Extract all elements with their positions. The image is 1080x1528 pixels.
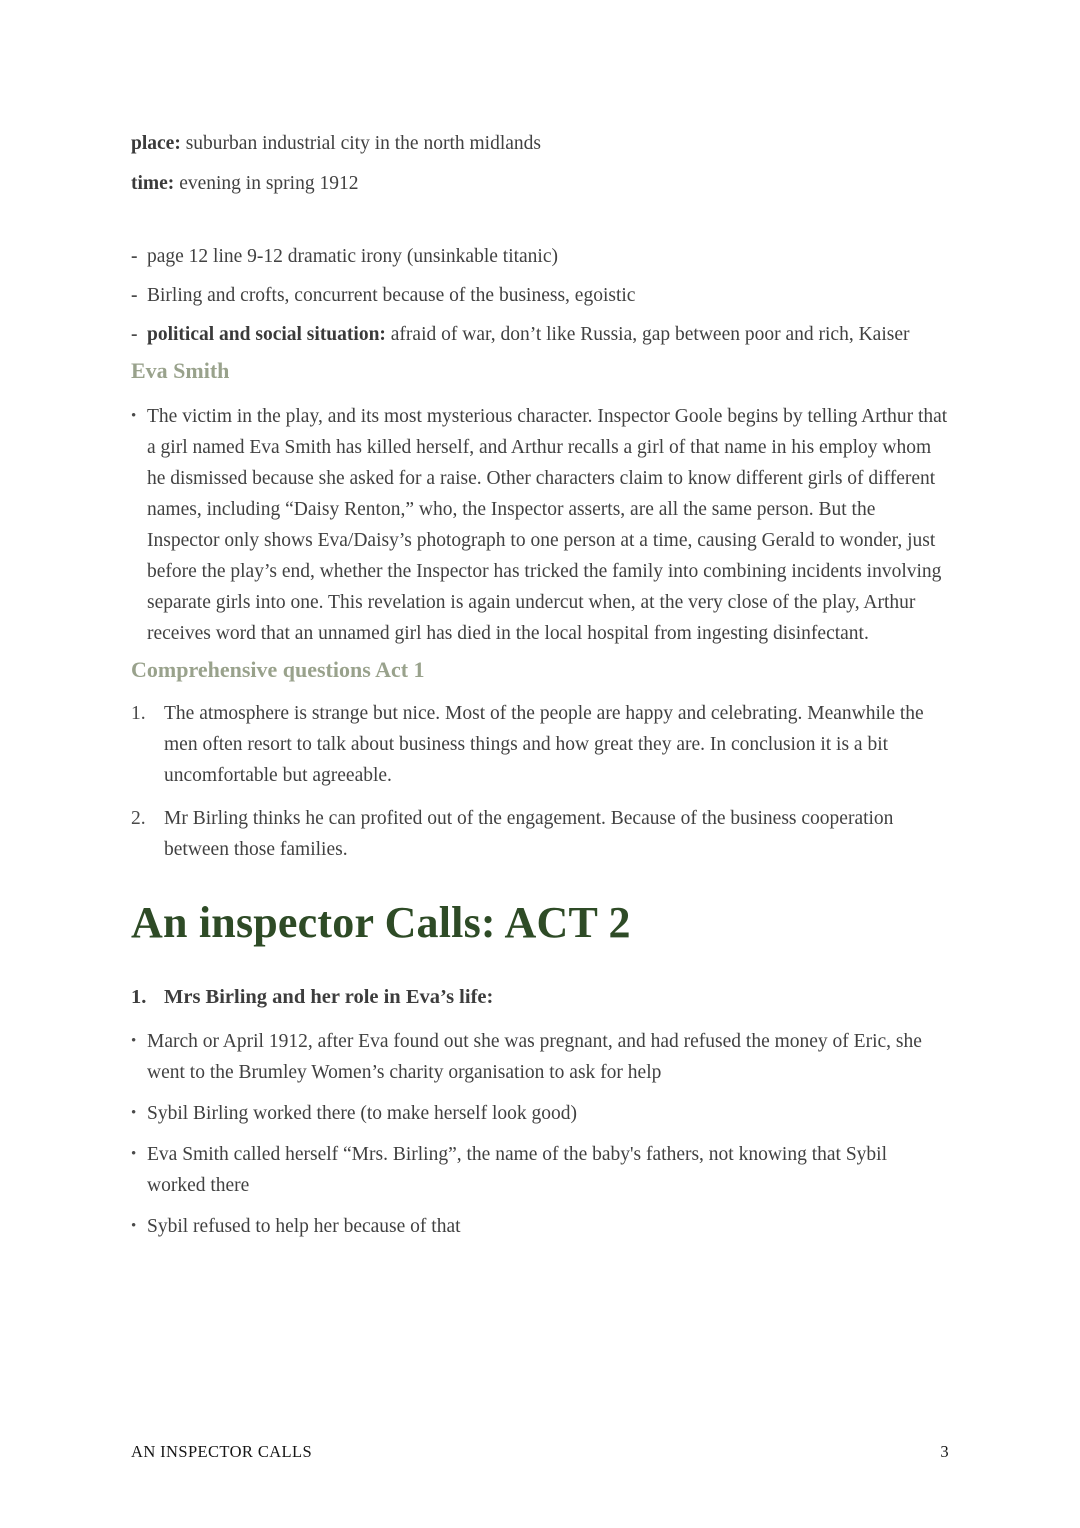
bullet-marker: •	[131, 1105, 137, 1121]
item-number: 1.	[131, 703, 146, 724]
note-rest: afraid of war, don’t like Russia, gap between poor and rich, Kaiser	[390, 324, 910, 345]
bullet-text: Sybil Birling worked there (to make herself look good)	[147, 1103, 577, 1124]
item-number: 2.	[131, 808, 146, 829]
time-label: time:	[131, 173, 175, 194]
footer-page-number: 3	[940, 1442, 949, 1461]
bullet-text: March or April 1912, after Eva found out she was pregnant, and had refused the money of Eric, she went to the Brumley Women’s charity organisation to ask for help	[147, 1031, 922, 1083]
comprehensive-questions-list	[131, 698, 949, 865]
time-value: evening in spring 1912	[179, 173, 359, 194]
note-text	[147, 319, 949, 350]
list-item	[131, 1098, 949, 1129]
list-item	[131, 1026, 949, 1088]
place-value: suburban industrial city in the north midlands	[185, 133, 541, 154]
place-label: place:	[131, 133, 181, 154]
comprehensive-questions-heading: Comprehensive questions Act 1	[131, 657, 425, 682]
bullet-marker: •	[131, 408, 137, 424]
answer-text: Mr Birling thinks he can profited out of the engagement. Because of the business cooperation between those families.	[164, 808, 894, 860]
list-item	[131, 319, 949, 350]
note-bold-label: political and social situation:	[147, 324, 386, 345]
time-line	[131, 168, 949, 199]
answer-text: The atmosphere is strange but nice. Most of the people are happy and celebrating. Meanwhile the men often resort to talk about business things and how great they are. In conclusion it is a bit uncomfortable but agreeable.	[164, 703, 924, 786]
act2-bullet-list	[131, 1026, 949, 1242]
eva-smith-section	[131, 401, 949, 649]
act2-subheading	[131, 984, 949, 1010]
numbered-item	[131, 698, 949, 791]
list-item	[131, 241, 949, 272]
dash-marker: -	[131, 246, 138, 267]
bullet-text: Sybil refused to help her because of that	[147, 1216, 461, 1237]
list-item	[131, 280, 949, 311]
footer-running-title: AN INSPECTOR CALLS	[131, 1442, 313, 1461]
page-footer	[131, 1441, 949, 1462]
bullet-marker: •	[131, 1033, 137, 1049]
list-item	[131, 401, 949, 649]
eva-smith-heading: Eva Smith	[131, 358, 230, 383]
dash-marker: -	[131, 285, 138, 306]
subheading-text: Mrs Birling and her role in Eva’s life:	[164, 986, 494, 1008]
note-text: Birling and crofts, concurrent because of the business, egoistic	[147, 285, 636, 306]
numbered-item	[131, 803, 949, 865]
act2-title: An inspector Calls: ACT 2	[131, 898, 631, 947]
place-line	[131, 128, 949, 159]
page-content	[131, 128, 949, 1252]
bullet-marker: •	[131, 1146, 137, 1162]
list-item	[131, 1139, 949, 1201]
subheading-number: 1.	[131, 986, 147, 1008]
list-item	[131, 1211, 949, 1242]
notes-list	[131, 241, 949, 350]
eva-smith-paragraph: The victim in the play, and its most mysterious character. Inspector Goole begins by telling Arthur that a girl named Eva Smith has killed herself, and Arthur recalls a girl of that name in his employ whom he dismissed because she asked for a raise. Other characters claim to know different girls of different names, including “Daisy Renton,” who, the Inspector asserts, are all the same person. But the Inspector only shows Eva/Daisy’s photograph to one person at a time, causing Gerald to wonder, just before the play’s end, whether the Inspector has tricked the family into combining incidents involving separate girls into one. This revelation is again undercut when, at the very close of the play, Arthur receives word that an unnamed girl has died in the local hospital from ingesting disinfectant.	[147, 406, 948, 644]
note-text: page 12 line 9-12 dramatic irony (unsinkable titanic)	[147, 246, 558, 267]
dash-marker: -	[131, 324, 138, 345]
bullet-marker: •	[131, 1218, 137, 1234]
bullet-text: Eva Smith called herself “Mrs. Birling”, the name of the baby's fathers, not knowing that Sybil worked there	[147, 1144, 888, 1196]
